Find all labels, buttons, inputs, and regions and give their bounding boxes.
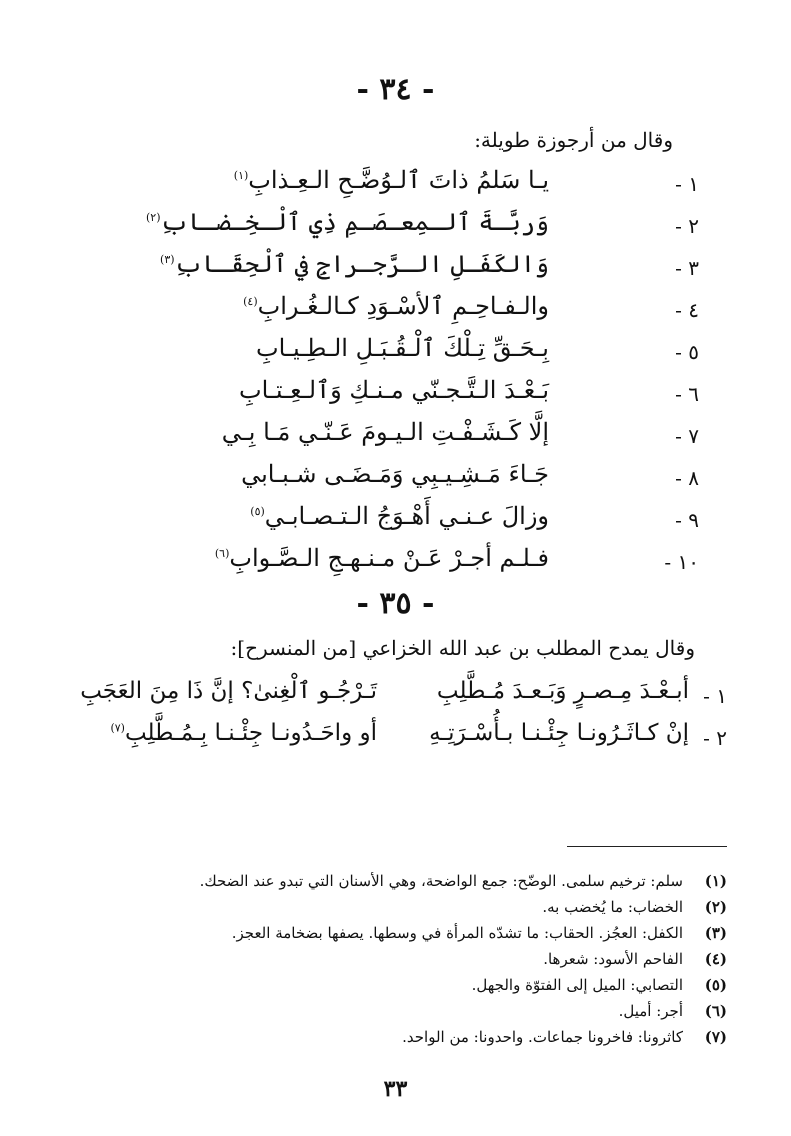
footnote-text: الخضاب: ما يُخضب به.: [542, 898, 683, 916]
verse-line: [99, 418, 699, 462]
footnote-text: التصابي: الميل إلى الفتوّة والجهل.: [471, 976, 683, 994]
verse-second-hemistich: تَـرْجُـو ٱلْغِنىٰ؟ إنَّ ذَا مِنَ العَجَبِ: [80, 678, 377, 704]
verse-text: يـا سَلمُ ذاتَ ٱلـوُضَّـحِ الـعِـذابِ$^{(١)}$: [233, 166, 549, 194]
footnote-marker: (٤): [243, 295, 258, 308]
verse-number: ٢ -: [703, 726, 727, 750]
verse-first-hemistich: أبـعْـدَ مِـصـرٍ وَبَـعـدَ مُـطَّلِبِ: [436, 678, 689, 704]
verse-line: [99, 460, 699, 504]
verse-number: ٧ -: [675, 424, 699, 448]
verse-number: ٣ -: [675, 256, 699, 280]
footnote: [107, 976, 727, 1000]
verse-second-hemistich: أو واحَـدُونـا جِئْـنـا بِـمُـطَّلِبِ$^{(٧)}$: [110, 720, 377, 746]
verse-text: فـلـم أجـرْ عَـنْ مـنـهـجِ الـصَّـوابِ$^{(٦)}$: [214, 544, 549, 572]
verse-text: وَالكَفَـلِ الـرَّجـراجِ في ٱلْحِقَـابِ$^{(٣)}$: [160, 250, 549, 278]
footnote-text: الكفل: العجُز. الحقاب: ما تشدّه المرأة في وسطها. يصفها بضخامة العجز.: [231, 924, 683, 942]
footnote: [107, 872, 727, 896]
verse-line: [99, 502, 699, 546]
verse-line: [99, 166, 699, 210]
verse-number: ٦ -: [675, 382, 699, 406]
verse-text: وزالَ عـنـي أَهْـوَجُ الـتـصـابـي$^{(٥)}$: [250, 502, 549, 530]
verse-number: ٢ -: [675, 214, 699, 238]
verse-number: ٥ -: [675, 340, 699, 364]
verse-line: [99, 544, 699, 588]
footnote-marker: (٥): [250, 505, 265, 518]
verse-line: [99, 250, 699, 294]
verse-number: ١ -: [675, 172, 699, 196]
footnote-marker: (٧): [110, 721, 125, 735]
footnote-number: (١): [704, 872, 727, 890]
footnote-number: (٤): [704, 950, 727, 968]
footnote: [107, 1002, 727, 1026]
verse-line: [57, 720, 727, 764]
footnote-text: أجر: أميل.: [618, 1002, 683, 1020]
footnote-text: كاثرونا: فاخرونا جماعات. واحدونا: من الواحد.: [402, 1028, 683, 1046]
verse-text: بَـعْـدَ الـتَّـجـنّي مـنـكِ وَٱلـعِـتـابِ: [238, 376, 549, 404]
section-35-intro: وقال يمدح المطلب بن عبد الله الخزاعي [من المنسرح]:: [230, 636, 695, 660]
footnote-marker: (١): [233, 169, 249, 182]
footnote-marker: (٣): [160, 253, 175, 266]
footnote: [107, 950, 727, 974]
verse-number: ٨ -: [675, 466, 699, 490]
verse-first-hemistich: إنْ كـاثَـرُونـا جِئْـنـا بـأُسْـرَتِـهِ: [429, 720, 689, 746]
section-number-34: - ٣٤ -: [356, 72, 435, 107]
section-34-intro: وقال من أرجوزة طويلة:: [474, 128, 673, 152]
footnote: [107, 924, 727, 948]
verse-text: جَـاءَ مَـشِـيـبِي وَمَـضَـى شـبـابي: [241, 460, 549, 488]
verse-line: [99, 208, 699, 252]
footnote-number: (٧): [704, 1028, 727, 1046]
verse-line: [99, 292, 699, 336]
page-number: ٣٣: [383, 1076, 408, 1102]
verse-number: ٤ -: [675, 298, 699, 322]
footnote: [107, 1028, 727, 1052]
footnote-marker: (٢): [145, 211, 161, 224]
verse-text: بِـحَـقِّ تِـلْكَ ٱلْـقُـبَـلِ الـطِـيـابِ: [256, 334, 549, 362]
footnote-marker: (٦): [214, 547, 230, 560]
section-number-35: - ٣٥ -: [356, 586, 435, 621]
footnote-number: (٣): [704, 924, 727, 942]
footnote-text: الفاحم الأسود: شعرها.: [543, 950, 683, 968]
footnote-number: (٢): [704, 898, 727, 916]
verse-text: إلَّا كَـشَـفْـتِ الـيـومَ عَـنّـي مَـا بِـي: [221, 418, 549, 446]
verse-number: ١ -: [703, 684, 727, 708]
verse-line: [57, 678, 727, 722]
footnote-divider: [567, 846, 727, 847]
footnote-number: (٥): [704, 976, 727, 994]
footnote: [107, 898, 727, 922]
verse-line: [99, 334, 699, 378]
footnote-text: سلم: ترخيم سلمى. الوضّح: جمع الواضحة، وهي الأسنان التي تبدو عند الضحك.: [199, 872, 683, 890]
verse-text: والـفـاحِـمِ ٱلأسْـوَدِ كـالـغُـرابِ$^{(٤)}$: [243, 292, 549, 320]
verse-text: وَربَّـةَ ٱلـمِعـصَـمِ ذِي ٱلْـخِـضـابِ$^{(٢)}$: [145, 208, 549, 236]
verse-line: [99, 376, 699, 420]
verse-number: ١٠ -: [664, 550, 699, 574]
verse-number: ٩ -: [675, 508, 699, 532]
footnote-number: (٦): [704, 1002, 727, 1020]
